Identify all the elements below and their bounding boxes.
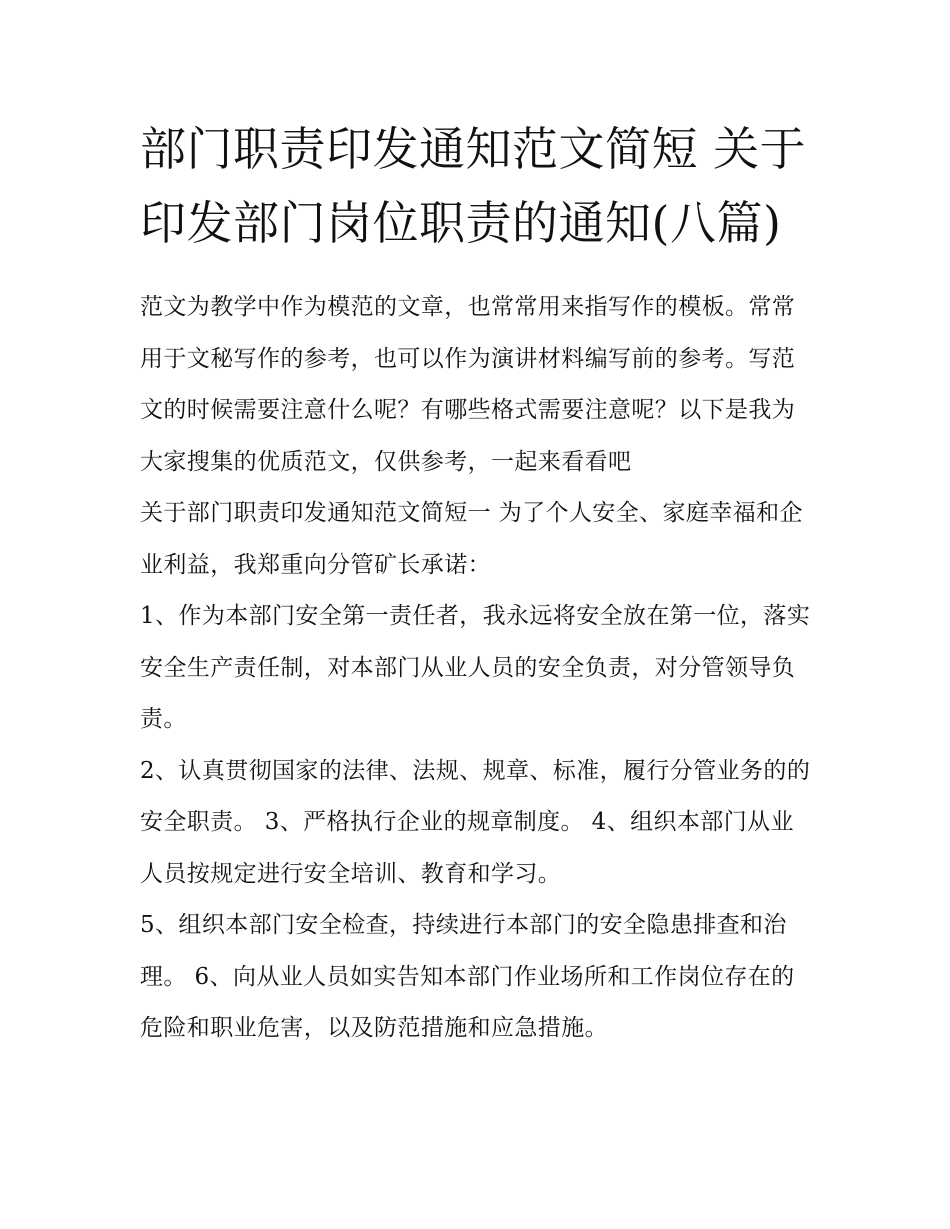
item-paragraph: 1、作为本部门安全第一责任者，我永远将安全放在第一位，落实安全生产责任制，对本部门从业人员的安全负责，对分管领导负责。 [140, 603, 811, 732]
document-body [140, 282, 812, 1055]
section-heading-paragraph: 关于部门职责印发通知范文简短一 为了个人安全、家庭幸福和企业利益，我郑重向分管矿长承诺： [140, 500, 803, 578]
item-paragraph: 5、组织本部门安全检查，持续进行本部门的安全隐患排查和治理。 6、向从业人员如实告知本部门作业场所和工作岗位存在的危险和职业危害，以及防范措施和应急措施。 [140, 912, 795, 1041]
intro-paragraph: 范文为教学中作为模范的文章，也常常用来指写作的模板。常常用于文秘写作的参考，也可以作为演讲材料编写前的参考。写范文的时候需要注意什么呢？有哪些格式需要注意呢？以下是我为大家搜集的优质范文，仅供参考，一起来看看吧 [140, 294, 796, 475]
document-title: 部门职责印发通知范文简短 关于印发部门岗位职责的通知(八篇) [140, 122, 807, 250]
document-page [140, 112, 812, 1055]
item-paragraph: 2、认真贯彻国家的法律、法规、规章、标准，履行分管业务的的安全职责。 3、严格执行企业的规章制度。 4、组织本部门从业人员按规定进行安全培训、教育和学习。 [140, 757, 811, 887]
